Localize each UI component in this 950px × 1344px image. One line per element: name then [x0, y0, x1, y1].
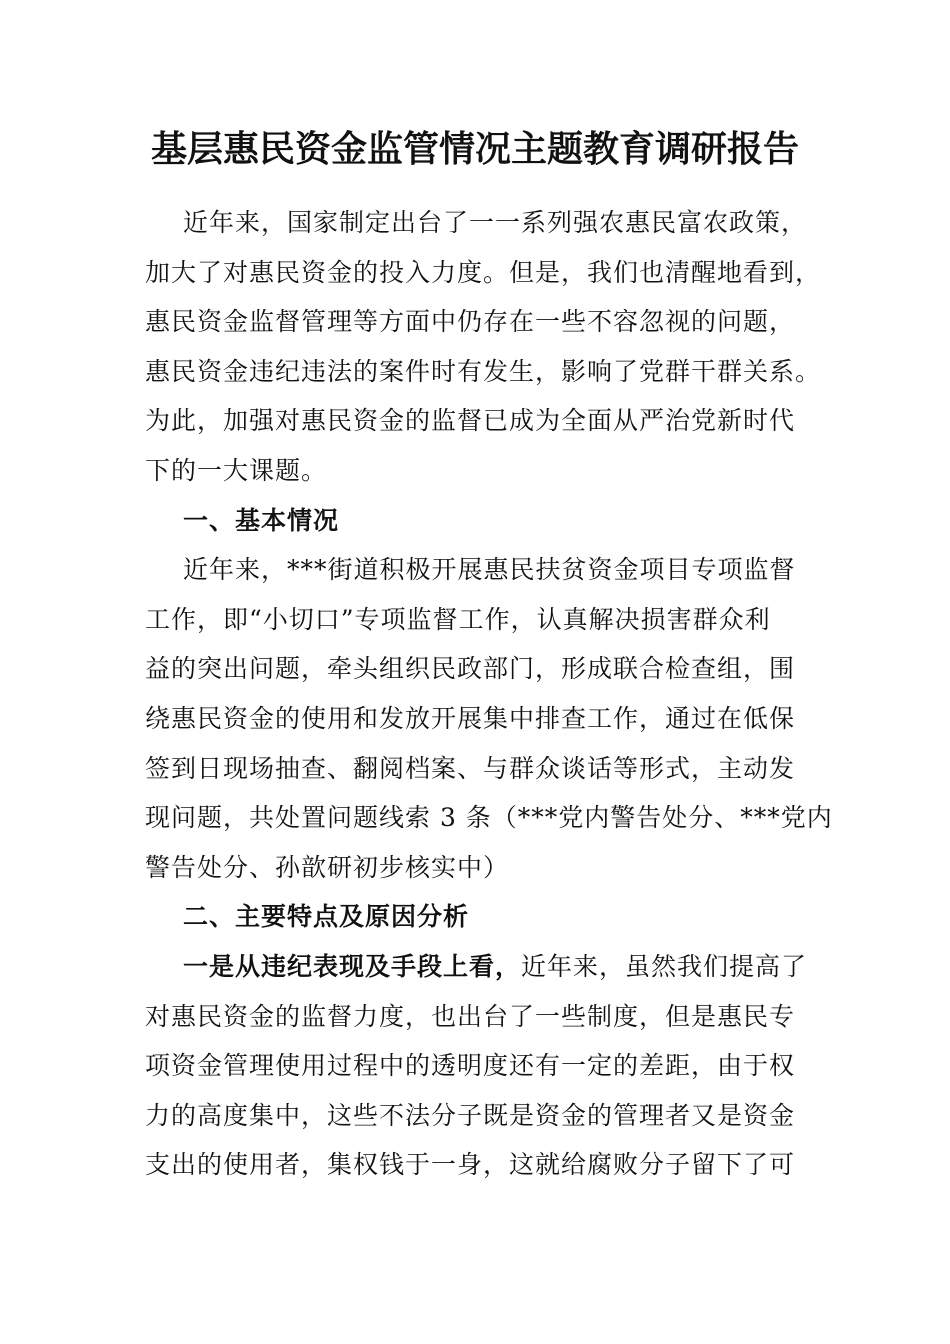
section2-line: 支出的使用者，集权钱于一身，这就给腐败分子留下了可	[145, 1150, 796, 1180]
intro-line: 加大了对惠民资金的投入力度。但是，我们也清醒地看到，	[145, 257, 822, 287]
document-body	[145, 198, 833, 1190]
section2-lead-rest: 近年来，虽然我们提高了	[521, 951, 808, 981]
section2-first-line	[145, 942, 810, 992]
document-title: 基层惠民资金监管情况主题教育调研报告	[150, 128, 799, 170]
section1-line: 益的突出问题，牵头组织民政部门，形成联合检查组，围	[145, 654, 796, 684]
section1-heading: 一、基本情况	[183, 505, 340, 535]
section2-heading: 二、主要特点及原因分析	[183, 902, 470, 932]
section2-line: 对惠民资金的监督力度，也出台了一些制度，但是惠民专	[145, 1001, 796, 1031]
section1-line: 绕惠民资金的使用和发放开展集中排查工作，通过在低保	[145, 703, 796, 733]
section1-line: 工作，即“小切口”专项监督工作，认真解决损害群众利	[145, 604, 771, 634]
section1-line: 现问题，共处置问题线索 3 条（***党内警告处分、***党内	[145, 803, 833, 833]
section1-line: 近年来，***街道积极开展惠民扶贫资金项目专项监督	[183, 555, 796, 585]
intro-line: 惠民资金监督管理等方面中仍存在一些不容忽视的问题，	[145, 307, 796, 337]
section2-lead-phrase: 一是从违纪表现及手段上看，	[183, 951, 522, 981]
intro-line: 为此，加强对惠民资金的监督已成为全面从严治党新时代	[145, 406, 796, 436]
intro-line: 近年来，国家制定出台了一一系列强农惠民富农政策，	[183, 208, 808, 237]
section1-line: 警告处分、孙歆研初步核实中）	[145, 852, 510, 882]
section1-line: 签到日现场抽查、翻阅档案、与群众谈话等形式，主动发	[145, 753, 796, 783]
section2-line: 力的高度集中，这些不法分子既是资金的管理者又是资金	[145, 1100, 796, 1130]
section2-line: 项资金管理使用过程中的透明度还有一定的差距，由于权	[145, 1051, 796, 1081]
intro-line: 惠民资金违纪违法的案件时有发生，影响了党群干群关系。	[145, 356, 822, 386]
intro-line: 下的一大课题。	[145, 455, 328, 485]
